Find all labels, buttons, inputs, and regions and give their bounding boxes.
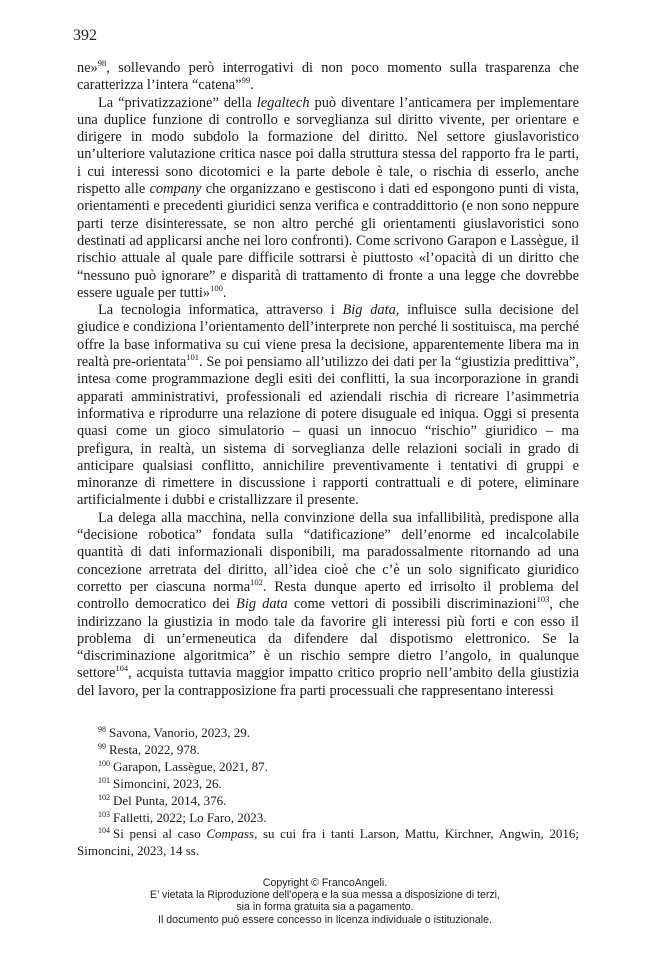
text-run: , influisce sulla decisione del giudice e condiziona l’orientamento dell’interprete non perché li sostituisca, ma perché offre la base informativa su cui viene presa la decisione, apparentemente libera ma in realtà pre-orientata [77, 302, 579, 371]
copyright-line: E’ vietata la Riproduzione dell’opera e la sua messa a disposizione di terzi, [150, 889, 500, 902]
italic-term: Big data [236, 596, 288, 613]
text-run: La “privatizzazione” della [98, 94, 257, 111]
text-run: Garapon, Lassègue, 2021, 87. [113, 758, 268, 774]
paragraph [77, 510, 579, 700]
footnote-number: 98 [98, 725, 106, 734]
text-run: Falletti, 2022; Lo Faro, 2023. [113, 809, 267, 825]
italic-term: legaltech [256, 94, 310, 111]
text-run: , che indirizzano la giustizia in modo tale da favorire gli interessi più forti e con esso il problema di un’ermeneutica da difendere dal dispotismo elettronico. Se la “discriminazione algoritmica” è un rischio sempre dietro l’angolo, in qualunque settore [77, 596, 580, 682]
footnotes [77, 725, 579, 860]
footnote-ref: 101 [186, 352, 199, 363]
paragraph [77, 302, 579, 510]
text-run: , su cui fra i tanti Larson, Mattu, Kirchner, Angwin, 2016; Simoncini, 2023, 14 ss. [77, 826, 580, 859]
text-run: Del Punta, 2014, 376. [113, 792, 227, 808]
body-text [77, 60, 579, 700]
page-number: 392 [73, 27, 97, 44]
copyright-line: sia in forma gratuita sia a pagamento. [236, 901, 414, 914]
footnote-ref: 98 [97, 58, 107, 68]
footnote [77, 810, 579, 827]
text-run: La tecnologia informatica, attraverso i [98, 302, 343, 319]
footnote-ref: 102 [250, 576, 263, 587]
footnote-ref: 99 [241, 75, 251, 86]
italic-term: Big data [342, 302, 396, 319]
text-run: come vettori di possibili discriminazioni [287, 596, 537, 613]
paragraph [77, 60, 579, 95]
italic-term: company [149, 181, 202, 198]
text-run: Savona, Vanorio, 2023, 29. [109, 725, 250, 740]
copyright-line: Il documento può essere concesso in licenza individuale o istituzionale. [158, 913, 492, 926]
text-run: Resta, 2022, 978. [109, 741, 200, 757]
footnote-number: 101 [98, 775, 110, 785]
footnote-number: 104 [98, 826, 110, 836]
footnote-number: 102 [98, 792, 110, 802]
text-run: , sollevando però interrogativi di non poco momento sulla trasparenza che caratterizza l’intera “catena” [77, 60, 579, 94]
copyright-line: Copyright © FrancoAngeli. [262, 877, 388, 889]
footnote-number: 99 [98, 741, 106, 751]
italic-term: Compass [206, 826, 255, 842]
text-run: . Se poi pensiamo all’utilizzo dei dati per la “giustizia predittiva”, intesa come programmazione degli esiti dei conflitti, la sua incorporazione in grandi apparati amministrativi, professionali ed aziendali rischia di ricreare l’asimmetria informativa e riprodurre una relazione di potere disuguale ed iniqua. Oggi si presenta quasi come un gioco simulatorio – quasi un innocuo “rischio” giuridico – ma prefigura, in realtà, un sistema di sorveglianza delle relazioni sociali in grado di anticipare qualsiasi conflitto, annichilire preventivamente i tentativi di gruppi e minoranze di rimettere in discussione i rapporti contrattuali e di potere, eliminare artificialmente i dubbi e cristallizzare il presente. [77, 354, 579, 509]
footnote [77, 759, 579, 776]
text-run: può diventare l’anticamera per implementare una duplice funzione di controllo e sorveglianza sul diritto vivente, per orientare e dirigere in modo subdolo la formazione del diritto. Nel settore giuslavoristico un’ulteriore valutazione critica nasce poi dalla struttura stessa del rapporto fra le parti, i cui interessi sono dicotomici e la parte debole è tale, o rischia di esserlo, anche rispetto alle [77, 94, 579, 198]
footnote [77, 776, 579, 793]
copyright-notice [0, 877, 650, 926]
text-run: . [222, 284, 227, 301]
text-run: . [250, 77, 254, 94]
text-run: Simoncini, 2023, 26. [113, 775, 222, 791]
footnote-ref: 104 [115, 663, 129, 674]
text-run: . Resta dunque aperto ed irrisolto il problema del controllo democratico dei [77, 578, 580, 613]
footnote-number: 103 [98, 809, 110, 819]
footnote [77, 725, 579, 742]
footnote [77, 742, 579, 759]
footnote-ref: 103 [536, 594, 550, 605]
text-run: ne» [77, 60, 98, 76]
paragraph [77, 95, 579, 303]
text-run: , acquista tuttavia maggior impatto critico proprio nell’ambito della giustizia del lavoro, per la contrapposizione fra parti processuali che rappresentano interessi [77, 665, 579, 699]
footnote-ref: 100 [210, 282, 223, 293]
footnote [77, 793, 579, 810]
footnote-number: 100 [98, 758, 110, 768]
footnote [77, 826, 579, 860]
text-run: La delega alla macchina, nella convinzione della sua infallibilità, predispone alla “decisione robotica” fondata sulla “datificazione” dell’enorme ed incalcolabile quantità di dati informazionali disponibili, ma paradossalmente ritornando ad una concezione arretrata del diritto, all’idea cioè che c’è un solo significato giuridico corretto per ciascuna norma [77, 509, 579, 595]
text-run: Si pensi al caso [113, 826, 207, 842]
text-run: che organizzano e gestiscono i dati ed espongono punti di vista, orientamenti e precedenti giuridici senza verifica e contraddittorio (e non sono neppure parti terze disinteressate, se non altro perché gli orientamenti giuslavoristici sono destinati ad applicarsi anche nei loro confronti). Come scrivono Garapon e Lassègue, il rischio attuale al quale pare difficile sottrarsi è piuttosto «l’opacità di un diritto che “nessuno può ignorare” e disparità di trattamento di fronte a una legge che dovrebbe essere uguale per tutti» [77, 181, 579, 301]
